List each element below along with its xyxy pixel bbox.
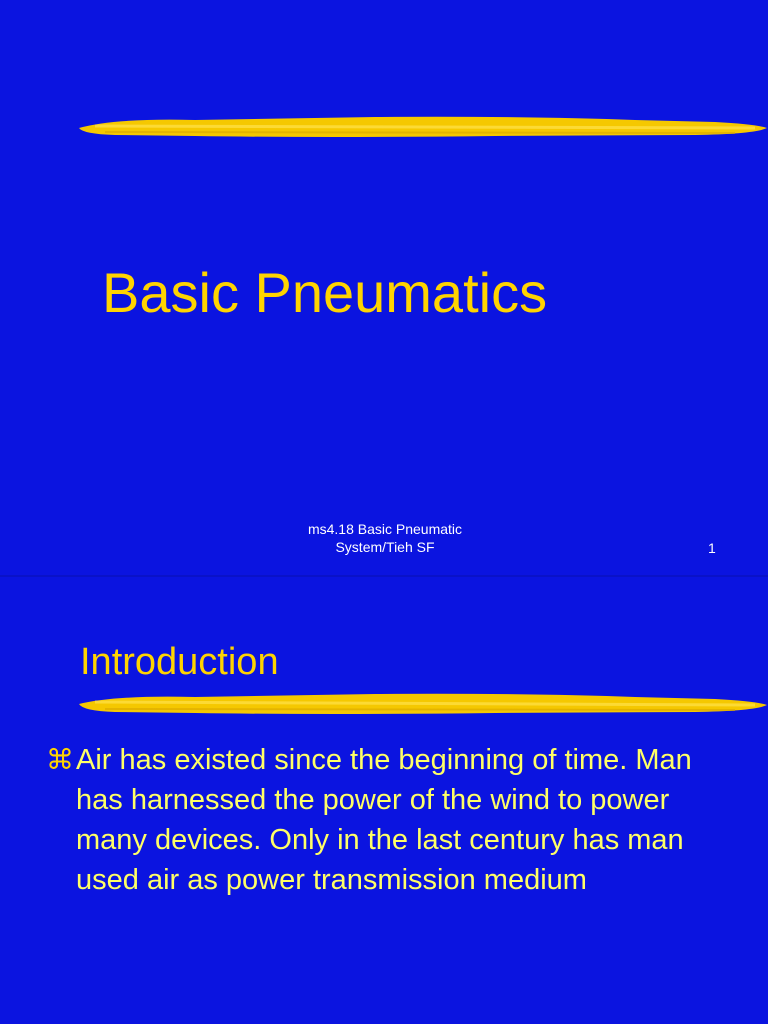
page-number: 1 [708,540,716,556]
bullet-item [46,740,736,900]
brush-stroke-divider [75,108,768,142]
bullet-text: Air has existed since the beginning of time. Man has harnessed the power of the wind to power many devices. Only in the last century has man used air as power transmission medium [76,744,692,896]
slide-title: Basic Pneumatics [102,261,548,324]
footer-line-1: ms4.18 Basic Pneumatic [307,521,463,537]
place-of-interest-icon: ⌘ [46,743,74,776]
footer-line-2: System/Tieh SF [335,539,435,555]
slide-heading: Introduction [80,641,279,683]
brush-stroke-divider [75,686,768,720]
slide-2 [0,576,768,1024]
slide-footer [300,520,470,556]
